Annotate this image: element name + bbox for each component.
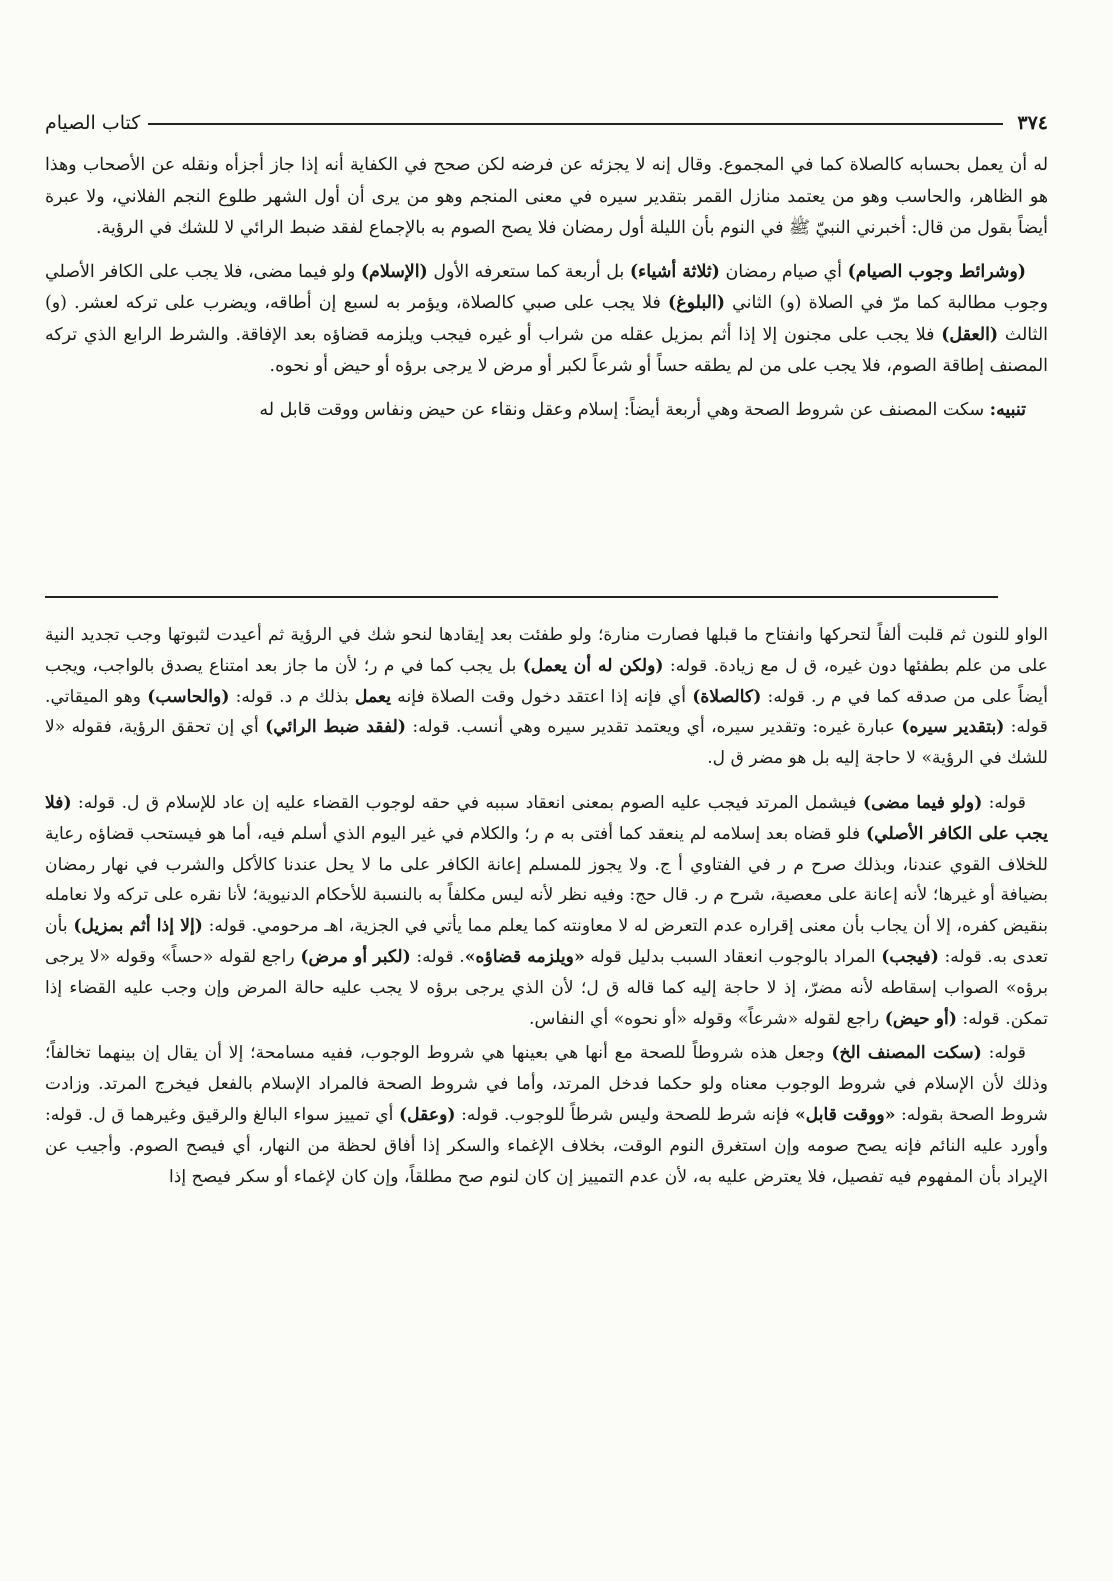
running-title: كتاب الصيام <box>45 112 141 134</box>
commentary-text <box>45 620 1048 1192</box>
main-paragraph-2: (وشرائط وجوب الصيام) أي صيام رمضان (ثلاثة أشياء) بل أربعة كما ستعرفه الأول (الإسلام) ولو فيما مضى، فلا يجب على الكافر الأصلي وجوب مطالبة كما مرّ في الصلاة (و) الثاني (البلوغ) فلا يجب على صبي كالصلاة، ويؤمر به لسبع إن أطاقه، ويضرب على تركه لعشر. (و) الثالث (العقل) فلا يجب على مجنون إلا إذا أثم بمزيل عقله من شراب أو غيره فيجب ويلزمه قضاؤه بعد الإفاقة. والشرط الرابع الذي تركه المصنف إطاقة الصوم، فلا يجب على من لم يطقه حساً أو شرعاً لكبر أو مرض لا يرجى برؤه أو حيض أو نحوه. <box>45 261 1048 376</box>
footnote-separator <box>45 596 998 598</box>
commentary-paragraph-1: الواو للنون ثم قلبت ألفاً لتحركها وانفتاح ما قبلها فصارت منارة؛ ولو طفئت بعد إيقادها لنحو شك في الرؤية ثم أعيدت لثبوتها وجب تجديد النية على من علم بطفئها دون غيره، ق ل مع زيادة. قوله: (ولكن له أن يعمل) بل يجب كما في م ر؛ لأن ما جاز بعد امتناع يصدق بالواجب، ويجب أيضاً على من صدقه كما في م ر. قوله: (كالصلاة) أي فإنه إذا اعتقد دخول وقت الصلاة فإنه يعمل بذلك م د. قوله: (والحاسب) وهو الميقاتي. قوله: (بتقدير سيره) عبارة غيره: وتقدير سيره، أي ويعتمد تقدير سيره وهي أنسب. قوله: (لفقد ضبط الرائي) أي إن تحقق الرؤية، فقوله «لا للشك في الرؤية» لا حاجة إليه بل هو مضر ق ل. <box>45 625 1049 769</box>
main-paragraph-3: تنبيه: سكت المصنف عن شروط الصحة وهي أربعة أيضاً: إسلام وعقل ونقاء عن حيض ونفاس ووقت قابل له <box>259 399 1026 420</box>
header-rule <box>148 123 1003 125</box>
commentary-paragraph-3: قوله: (سكت المصنف الخ) وجعل هذه شروطاً للصحة مع أنها هي بعينها هي شروط الوجوب، ففيه مسامحة؛ إلا أن يقال إن بينهما تخالفاً؛ وذلك لأن الإسلام في شروط الوجوب معناه ولو حكما فدخل المرتد، وأما في شروط الصحة فالمراد الإسلام بالفعل فيخرج المرتد. وزادت شروط الصحة بقوله: «ووقت قابل» فإنه شرط للصحة وليس شرطاً للوجوب. قوله: (وعقل) أي تمييز سواء البالغ والرقيق وغيرهما ق ل. قوله: وأورد عليه النائم فإنه يصح صومه وإن استغرق النوم الوقت، بخلاف الإغماء والسكر إذا أفاق لحظة من النهار، أي فيصح الصوم. وأجيب عن الإيراد بأن المفهوم فيه تفصيل، فلا يعترض عليه به، لأن عدم التمييز إن كان لنوم صح مطلقاً، وإن كان لإغماء أو سكر فيصح إذا <box>45 1043 1048 1187</box>
note-label: تنبيه: <box>989 399 1026 420</box>
main-text <box>45 150 1048 426</box>
main-paragraph-1: له أن يعمل بحسابه كالصلاة كما في المجموع. وقال إنه لا يجزئه عن فرضه لكن صحح في الكفاية أنه إذا جاز أجزأه ونقله عن الأصحاب وهذا هو الظاهر، والحاسب وهو من يعتمد منازل القمر بتقدير سيره في معنى المنجم وهو من يرى أن أول الشهر طلوع النجم الفلاني، ولا عبرة أيضاً بقول من قال: أخبرني النبيّ ﷺ في النوم بأن الليلة أول رمضان فلا يصح الصوم به بالإجماع لفقد ضبط الرائي لا للشك في الرؤية. <box>45 155 1048 238</box>
conditions-heading: (وشرائط وجوب الصيام) <box>847 261 1026 282</box>
page-header <box>45 100 1048 134</box>
page-number: ٣٧٤ <box>1017 112 1048 134</box>
commentary-paragraph-2: قوله: (ولو فيما مضى) فيشمل المرتد فيجب عليه الصوم بمعنى انعقاد سببه في حقه لوجوب القضاء عليه إن عاد للإسلام ق ل. قوله: (فلا يجب على الكافر الأصلي) فلو قضاه بعد إسلامه لم ينعقد كما أفتى به م ر؛ والكلام في غير اليوم الذي أسلم فيه، أما هو فيستحب قضاؤه رعاية للخلاف القوي عندنا، وبذلك صرح م ر في الفتاوي أ ج. ولا يجوز للمسلم إعانة الكافر على ما لا يحل عندنا كالأكل والشرب في نهار رمضان بضيافة أو غيرها؛ لأنه إعانة على معصية، شرح م ر. قال حج: وفيه نظر لأنه ليس مكلفاً به بالنسبة للأحكام الدنيوية؛ لأنا نقره على تركه ولا نعامله بنقيض كفره، إلا أن يجاب بأن معنى إقراره عدم التعرض له لا معاونته كما يعلم مما يأتي في الجزية، اهـ مرحومي. قوله: (إلا إذا أثم بمزيل) بأن تعدى به. قوله: (فيجب) المراد بالوجوب انعقاد السبب بدليل قوله «ويلزمه قضاؤه». قوله: (لكبر أو مرض) راجع لقوله «حساً» وقوله «لا يرجى برؤه» الصواب إسقاطه لأنه مضرّ، إذ لا حاجة إليه كما قاله ق ل؛ لأن الذي يرجى برؤه لا يجب عليه حالة المرض وإن وجب عليه القضاء إذا تمكن. قوله: (أو حيض) راجع لقوله «شرعاً» وقوله «أو نحوه» أي النفاس. <box>45 792 1049 1029</box>
